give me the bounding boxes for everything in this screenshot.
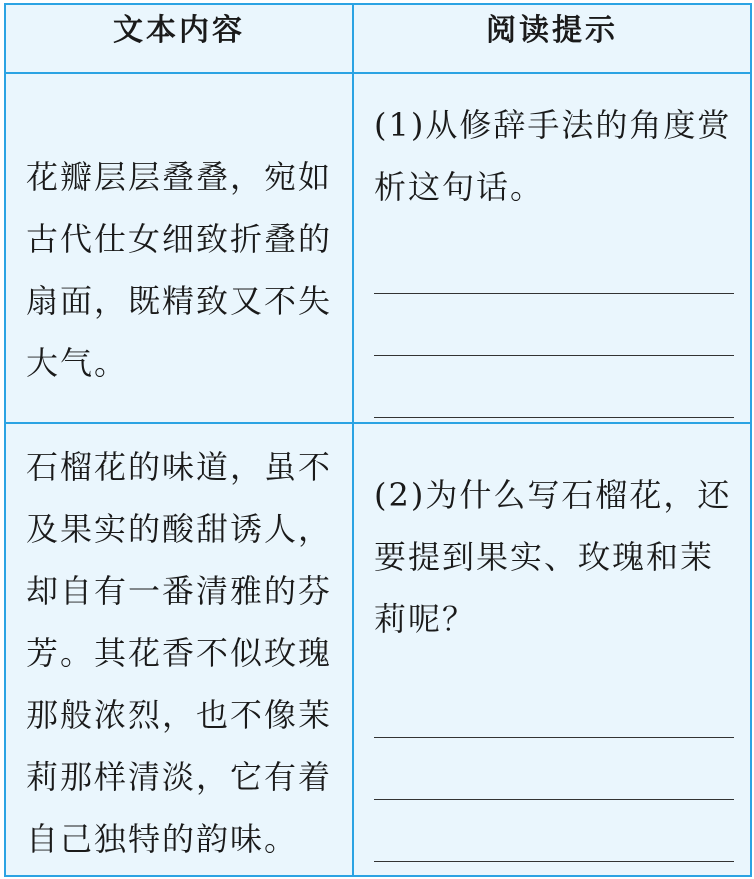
question-text: (1)从修辞手法的角度赏析这句话。 — [374, 106, 732, 206]
reading-table — [4, 3, 752, 877]
header-text-content: 文本内容 — [5, 4, 353, 73]
table-row — [5, 73, 751, 423]
passage-text: 花瓣层层叠叠，宛如古代仕女细致折叠的扇面，既精致又不失大气。 — [26, 158, 333, 382]
answer-line[interactable] — [374, 294, 734, 356]
table-header-row — [5, 4, 751, 73]
header-reading-hint: 阅读提示 — [353, 4, 751, 73]
answer-line[interactable] — [374, 800, 734, 862]
answer-line[interactable] — [374, 676, 734, 738]
reading-hint-cell — [353, 423, 751, 876]
answer-line[interactable] — [374, 232, 734, 294]
reading-hint-cell — [353, 73, 751, 423]
table-row — [5, 423, 751, 876]
answer-line[interactable] — [374, 356, 734, 418]
question-text: (2)为什么写石榴花，还要提到果实、玫瑰和茉莉呢？ — [374, 476, 732, 638]
passage-text: 石榴花的味道，虽不及果实的酸甜诱人，却自有一番清雅的芬芳。其花香不似玫瑰那般浓烈，也不像茉莉那样清淡，它有着自己独特的韵味。 — [26, 448, 333, 858]
answer-area[interactable] — [354, 218, 750, 418]
answer-area[interactable] — [354, 650, 750, 862]
text-content-cell — [5, 423, 353, 876]
answer-line[interactable] — [374, 738, 734, 800]
text-content-cell — [5, 73, 353, 423]
